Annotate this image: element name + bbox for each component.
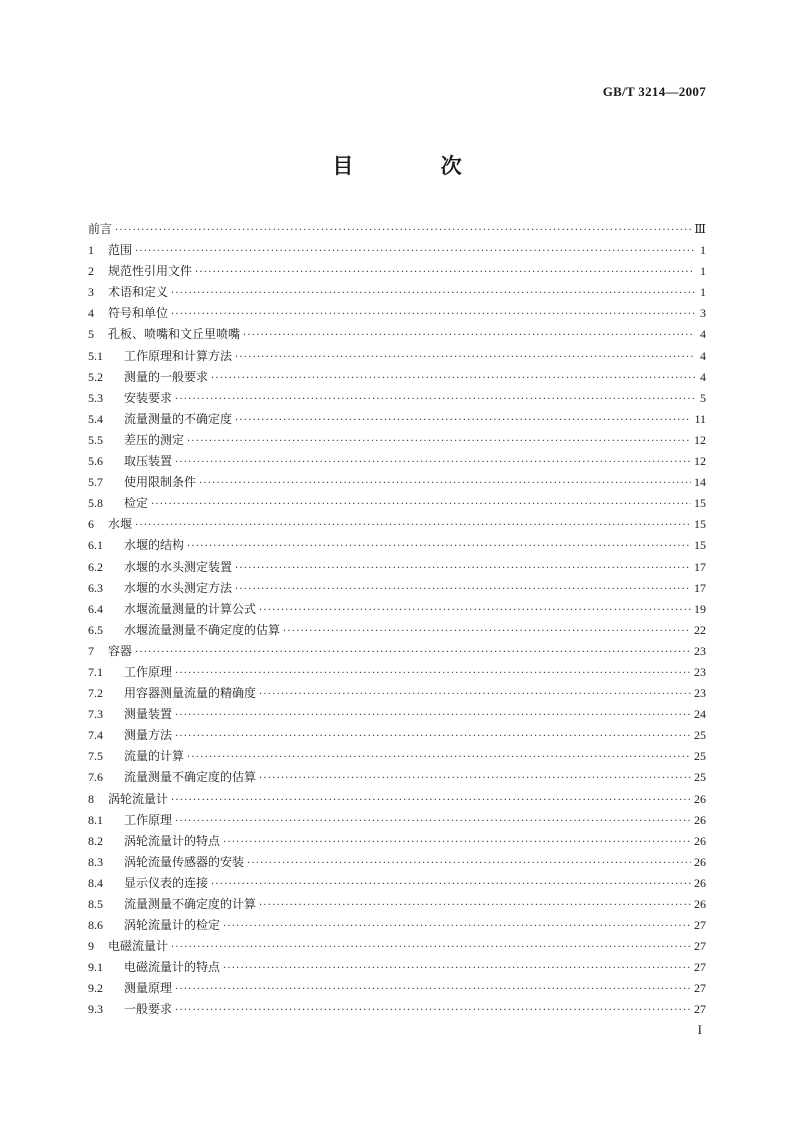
toc-entry-number: 5.4 [88,411,103,426]
toc-entry[interactable] [88,430,706,451]
toc-entry[interactable] [88,936,706,957]
toc-entry-page: 27 [694,918,706,933]
toc-entry-number: 8.6 [88,918,103,933]
standard-code: GB/T 3214—2007 [602,84,706,99]
toc-entry-number: 7.3 [88,707,103,722]
dot-leader [187,431,691,452]
toc-entry-label: 涡轮流量计的检定 [124,918,221,933]
toc-entry-label: 工作原理 [124,812,173,827]
toc-entry-number: 6.3 [88,580,103,595]
toc-entry-number: 1 [88,243,94,258]
dot-leader [187,747,691,768]
toc-entry-page: 24 [694,707,706,722]
toc-entry-page: 3 [700,306,706,321]
toc-entry-label: 流量测量的不确定度 [124,411,233,426]
toc-entry-page: 17 [694,559,706,574]
toc-entry-label: 使用限制条件 [124,475,197,490]
toc-entry[interactable] [88,852,706,873]
toc-entry[interactable] [88,999,706,1020]
toc-entry[interactable] [88,535,706,556]
toc-entry-page: 22 [694,622,706,637]
dot-leader [259,768,691,789]
toc-entry-number: 6.5 [88,622,103,637]
toc-entry-label: 测量方法 [124,728,173,743]
toc-entry-label: 水堰 [108,517,133,532]
toc-entry[interactable] [88,388,706,409]
toc-entry[interactable] [88,324,706,345]
toc-entry-label: 工作原理 [124,664,173,679]
toc-entry[interactable] [88,451,706,472]
dot-leader [175,663,691,684]
toc-entry-label: 电磁流量计 [108,939,169,954]
toc-entry-page: 27 [694,1002,706,1017]
toc-entry-label: 水堰的结构 [124,538,185,553]
toc-entry[interactable] [88,578,706,599]
toc-entry-number: 8.4 [88,875,103,890]
toc-entry-label: 工作原理和计算方法 [124,348,233,363]
toc-entry-number: 7.2 [88,686,103,701]
toc-entry-label: 用容器测量流量的精确度 [124,686,257,701]
toc-entry-page: 26 [694,854,706,869]
toc-entry-page: 5 [700,390,706,405]
toc-entry-page: 4 [700,348,706,363]
toc-entry[interactable] [88,557,706,578]
dot-leader [175,389,695,410]
toc-entry-page: 23 [694,643,706,658]
dot-leader [135,515,691,536]
toc-entry-page: 14 [694,475,706,490]
toc-entry-number: 5.6 [88,454,103,469]
toc-entry[interactable] [88,620,706,641]
toc-entry[interactable] [88,599,706,620]
toc-entry[interactable] [88,915,706,936]
toc-entry-label: 流量的计算 [124,749,185,764]
toc-entry-number: 6.2 [88,559,103,574]
toc-entry-label: 规范性引用文件 [108,264,193,279]
dot-leader [223,916,691,937]
toc-entry-page: 15 [694,538,706,553]
toc-entry-page: 26 [694,791,706,806]
toc-entry-number: 8 [88,791,94,806]
toc-entry-number: 5.2 [88,369,103,384]
toc-entry[interactable] [88,725,706,746]
toc-entry-label: 差压的测定 [124,432,185,447]
toc-entry-page: 25 [694,749,706,764]
toc-entry[interactable] [88,704,706,725]
toc-entry-label: 范围 [108,243,133,258]
dot-leader [283,621,691,642]
toc-entry-number: 3 [88,285,94,300]
table-of-contents [88,219,706,1021]
toc-entry-number: 6.1 [88,538,103,553]
toc-entry[interactable] [88,514,706,535]
page-folio: I [697,1022,702,1037]
toc-entry-number: 5.3 [88,390,103,405]
dot-leader [259,684,691,705]
toc-entry-page: 25 [694,770,706,785]
toc-entry-number: 8.3 [88,854,103,869]
toc-entry-number: 9 [88,939,94,954]
toc-entry-page: 1 [700,264,706,279]
toc-entry-page: 26 [694,833,706,848]
dot-leader [175,811,691,832]
toc-entry-number: 8.5 [88,897,103,911]
dot-leader [171,283,695,304]
toc-entry[interactable] [88,409,706,430]
toc-entry[interactable] [88,493,706,514]
toc-entry-page: 12 [694,432,706,447]
dot-leader [175,452,691,473]
dot-leader [175,1000,691,1021]
dot-leader [235,347,695,368]
toc-entry[interactable] [88,831,706,852]
toc-entry-page: 1 [700,243,706,258]
dot-leader [235,579,691,600]
toc-entry[interactable] [88,303,706,324]
toc-entry-number: 2 [88,264,94,279]
toc-entry-page: 4 [700,327,706,342]
toc-entry-label: 水堰的水头测定方法 [124,580,233,595]
toc-entry-number: 6 [88,517,94,532]
dot-leader [211,874,691,895]
toc-entry-page: 27 [694,939,706,954]
toc-entry-label: 显示仪表的连接 [124,875,209,890]
toc-entry-label: 涡轮流量传感器的安装 [124,854,245,869]
toc-entry[interactable] [88,789,706,810]
toc-entry-label: 水堰流量测量不确定度的估算 [124,622,281,637]
toc-entry-label: 符号和单位 [108,306,169,321]
toc-entry[interactable] [88,810,706,831]
toc-entry-page: 26 [694,897,706,911]
toc-entry-label: 涡轮流量计 [108,791,169,806]
toc-entry-page: 15 [694,496,706,511]
toc-entry-label: 测量的一般要求 [124,369,209,384]
toc-entry-page: 25 [694,728,706,743]
toc-entry[interactable] [88,873,706,894]
dot-leader [135,241,695,262]
toc-entry-page: 27 [694,981,706,996]
dot-leader [235,410,691,431]
toc-entry-number: 9.1 [88,960,103,975]
toc-entry-label: 容器 [108,643,133,658]
toc-entry-label: 水堰流量测量的计算公式 [124,601,257,616]
dot-leader [199,473,691,494]
toc-entry[interactable] [88,367,706,388]
dot-leader [115,220,691,241]
dot-leader [175,979,691,1000]
toc-entry-label: 流量测量不确定度的估算 [124,770,257,785]
toc-entry-label: 取压装置 [124,454,173,469]
toc-entry-number: 5.1 [88,348,103,363]
dot-leader [187,536,691,557]
toc-entry[interactable] [88,683,706,704]
toc-entry[interactable] [88,346,706,367]
toc-entry-number: 7.1 [88,664,103,679]
toc-entry[interactable] [88,978,706,999]
dot-leader [171,937,691,958]
toc-entry-label: 流量测量不确定度的计算 [124,897,257,911]
toc-entry-number: 8.2 [88,833,103,848]
toc-entry[interactable] [88,219,706,240]
toc-entry-page: 26 [694,875,706,890]
toc-entry-number: 7.6 [88,770,103,785]
dot-leader [223,958,691,979]
toc-entry-number: 5 [88,327,94,342]
dot-leader [135,642,691,663]
toc-entry-label: 测量装置 [124,707,173,722]
dot-leader [175,726,691,747]
dot-leader [243,325,695,346]
toc-entry-label: 孔板、喷嘴和文丘里喷嘴 [108,327,241,342]
toc-entry-number: 5.8 [88,496,103,511]
toc-entry-page: 4 [700,369,706,384]
toc-entry-page: 27 [694,960,706,975]
toc-entry[interactable] [88,641,706,662]
toc-entry-label: 涡轮流量计的特点 [124,833,221,848]
toc-entry[interactable] [88,957,706,978]
toc-entry-page: 12 [694,454,706,469]
toc-entry-label: 安装要求 [124,390,173,405]
toc-entry-number: 4 [88,306,94,321]
toc-entry-number: 7 [88,643,94,658]
toc-entry-page: 19 [694,601,706,616]
toc-entry-number: 5.5 [88,432,103,447]
dot-leader [151,494,691,515]
toc-entry[interactable] [88,662,706,683]
toc-entry[interactable] [88,894,706,915]
dot-leader [235,558,691,579]
toc-entry-label: 前言 [88,222,113,236]
toc-entry-page: 11 [694,411,706,426]
toc-entry[interactable] [88,261,706,282]
toc-entry-label: 术语和定义 [108,285,169,300]
toc-entry-page: 17 [694,580,706,595]
dot-leader [171,304,695,325]
toc-entry[interactable] [88,472,706,493]
toc-entry-number: 9.2 [88,981,103,996]
toc-entry[interactable] [88,282,706,303]
toc-entry-page: 1 [700,285,706,300]
toc-entry-number: 8.1 [88,812,103,827]
toc-entry-number: 7.4 [88,728,103,743]
toc-entry-page: Ⅲ [694,222,706,236]
page-title: 目 次 [332,153,502,178]
dot-leader [211,368,695,389]
toc-entry-page: 15 [694,517,706,532]
toc-entry-label: 电磁流量计的特点 [124,960,221,975]
toc-entry-page: 23 [694,664,706,679]
dot-leader [195,262,695,283]
toc-entry-number: 9.3 [88,1002,103,1017]
toc-entry-label: 水堰的水头测定装置 [124,559,233,574]
toc-entry-page: 23 [694,686,706,701]
toc-entry[interactable] [88,746,706,767]
toc-entry-number: 6.4 [88,601,103,616]
dot-leader [259,600,691,621]
dot-leader [175,705,691,726]
dot-leader [223,832,691,853]
dot-leader [171,790,691,811]
toc-entry-number: 7.5 [88,749,103,764]
toc-entry-label: 检定 [124,496,149,511]
dot-leader [247,853,691,874]
toc-entry-page: 26 [694,812,706,827]
toc-entry[interactable] [88,767,706,788]
dot-leader [259,895,691,916]
toc-entry-label: 测量原理 [124,981,173,996]
toc-entry[interactable] [88,240,706,261]
toc-entry-label: 一般要求 [124,1002,173,1017]
toc-entry-number: 5.7 [88,475,103,490]
